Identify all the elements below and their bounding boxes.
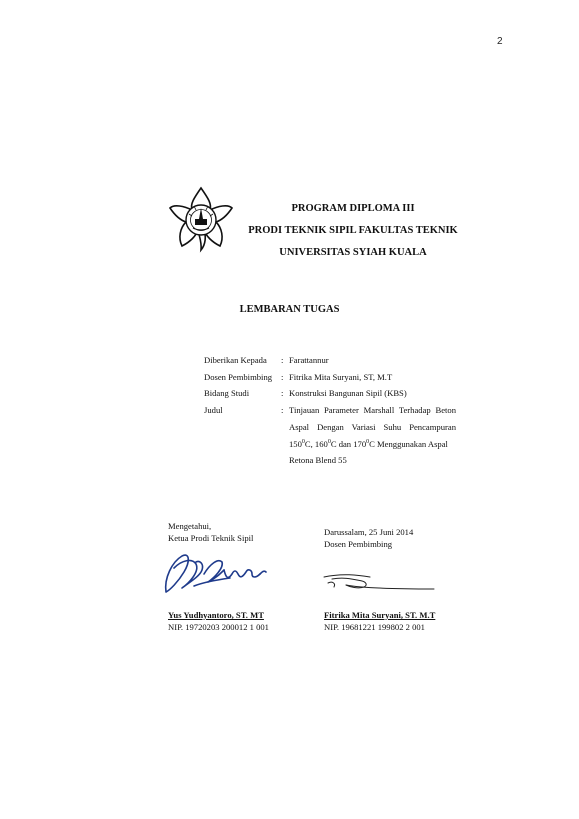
field-label: Bidang Studi — [204, 388, 250, 399]
supervisor-nip: NIP. 19681221 199802 2 001 — [324, 621, 425, 632]
separator: : — [281, 371, 284, 382]
handwritten-signature-left — [160, 548, 270, 600]
judul-text-part2: C, 160 — [304, 438, 328, 449]
degree-superscript: 0 — [327, 438, 331, 445]
given-to-label: Diberikan Kepada — [204, 355, 267, 365]
acknowledged-label: Mengetahui, — [168, 521, 212, 531]
program-name: PROGRAM DIPLOMA III — [291, 203, 415, 214]
info-row-field — [204, 385, 456, 402]
given-to-value: Farattannur — [289, 355, 329, 365]
judul-text-part1: Tinjauan Parameter Marshall Terhadap Beton Aspal Dengan Variasi Suhu Pencampuran 150 — [289, 405, 456, 449]
degree-superscript: 0 — [301, 438, 305, 445]
department-name: PRODI TEKNIK SIPIL FAKULTAS TEKNIK — [248, 225, 458, 236]
head-title: Ketua Prodi Teknik Sipil — [168, 532, 254, 543]
supervisor-name: Fitrika Mita Suryani, ST. M.T — [324, 610, 436, 620]
judul-text-line4: Retona Blend 55 — [289, 455, 347, 466]
supervisor-title: Dosen Pembimbing — [324, 538, 393, 549]
separator: : — [281, 388, 284, 399]
separator: : — [281, 405, 284, 416]
field-value: Konstruksi Bangunan Sipil (KBS) — [289, 388, 407, 399]
judul-value — [289, 402, 456, 469]
assignment-info — [204, 352, 456, 469]
head-nip: NIP. 19720203 200012 1 001 — [168, 621, 269, 632]
page-number: 2 — [497, 36, 503, 47]
judul-text-part3: C dan 170 — [330, 438, 367, 449]
separator: : — [281, 355, 284, 365]
institution-header — [236, 198, 470, 264]
info-row-title — [204, 402, 456, 469]
supervisor-label: Dosen Pembimbing — [204, 371, 273, 382]
supervisor-value: Fitrika Mita Suryani, ST, M.T — [289, 371, 393, 382]
document-title: LEMBARAN TUGAS — [239, 304, 340, 315]
place-date: Darussalam, 25 Juni 2014 — [324, 527, 414, 537]
head-name: Yus Yudhyantoro, ST. MT — [168, 610, 264, 620]
handwritten-signature-right — [322, 565, 438, 607]
university-logo — [166, 184, 236, 254]
university-name: UNIVERSITAS SYIAH KUALA — [279, 247, 427, 258]
judul-label: Judul — [204, 405, 223, 416]
judul-text-part4: C Menggunakan Aspal — [369, 438, 448, 449]
degree-superscript: 0 — [366, 438, 370, 445]
info-row-supervisor — [204, 369, 456, 386]
info-row-given-to — [204, 352, 456, 369]
